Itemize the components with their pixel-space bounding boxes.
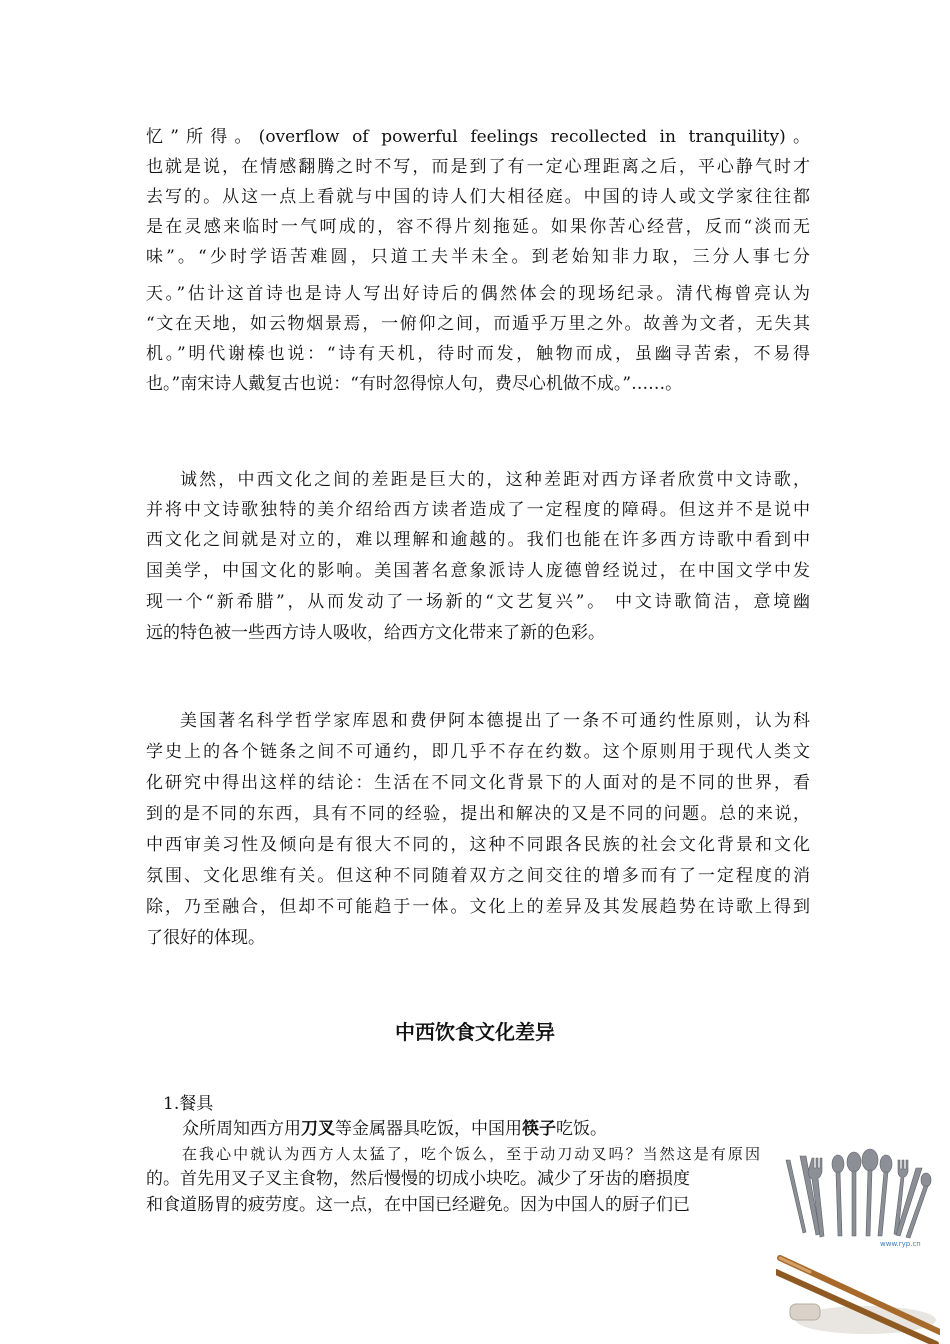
- paragraph-1-line: 机。”明代谢榛也说：“诗有天机，待时而发，触物而成，虽幽寻苦索，不易得: [146, 344, 810, 364]
- paragraph-3-line: 氛围、文化思维有关。但这种不同随着双方之间交往的增多而有了一定程度的消: [146, 866, 810, 886]
- paragraph-2-line: 并将中文诗歌独特的美介绍给西方读者造成了一定程度的障碍。但这并不是说中: [146, 500, 810, 520]
- paragraph-1-line: 去写的。从这一点上看就与中国的诗人们大相径庭。中国的诗人或文学家往往都: [146, 187, 810, 207]
- paragraph-1-line: 是在灵感来临时一气呵成的，容不得片刻拖延。如果你苦心经营，反而“淡而无: [146, 217, 810, 237]
- paragraph-3-line: 除，乃至融合，但却不可能趋于一体。文化上的差异及其发展趋势在诗歌上得到: [146, 897, 810, 917]
- section-body-line: 在我心中就认为西方人太猛了，吃个饭么，至于动刀动叉吗？当然这是有原因: [182, 1145, 760, 1163]
- chopsticks-image: [776, 1250, 940, 1344]
- intro-text: 等金属器具吃饭，中国用: [335, 1119, 522, 1139]
- intro-text: 吃饭。: [556, 1119, 607, 1139]
- paragraph-3-line: 学史上的各个链条之间不可通约，即几乎不存在约数。这个原则用于现代人类文: [146, 742, 810, 762]
- paragraph-1-line: 天。”估计这首诗也是诗人写出好诗后的偶然体会的现场纪录。清代梅曾亮认为: [146, 284, 810, 304]
- section-intro: [182, 1119, 782, 1139]
- paragraph-2-line: 西文化之间就是对立的，难以理解和逾越的。我们也能在许多西方诗歌中看到中: [146, 530, 810, 550]
- paragraph-1-line: 味”。“少时学语苦难圆，只道工夫半未全。到老始知非力取，三分人事七分: [146, 247, 810, 267]
- section-body-line: 和食道肠胃的疲劳度。这一点，在中国已经避免。因为中国人的厨子们已: [146, 1195, 690, 1215]
- paragraph-2-line: 国美学，中国文化的影响。美国著名意象派诗人庞德曾经说过，在中国文学中发: [146, 561, 810, 581]
- paragraph-1-line: 也就是说，在情感翻腾之时不写，而是到了有一定心理距离之后，平心静气时才: [146, 157, 810, 177]
- paragraph-3-line: 美国著名科学哲学家库恩和费伊阿本德提出了一条不可通约性原则，认为科: [180, 711, 810, 731]
- paragraph-3-line: 了很好的体现。: [146, 928, 265, 948]
- intro-text: 众所周知西方用: [182, 1119, 301, 1139]
- image-watermark: www.ryp.cn: [880, 1240, 921, 1248]
- paragraph-3-line: 中西审美习性及倾向是有很大不同的，这种不同跟各民族的社会文化背景和文化: [146, 835, 810, 855]
- chopsticks-term: 筷子: [522, 1119, 556, 1139]
- section-heading: 中西饮食文化差异: [395, 1020, 555, 1044]
- paragraph-1-line: 也。”南宋诗人戴复古也说：“有时忽得惊人句，费尽心机做不成。”……。: [146, 374, 683, 394]
- list-item-label: 1.餐具: [163, 1094, 214, 1114]
- paragraph-1-line: “文在天地，如云物烟景焉，一俯仰之间，而遁乎万里之外。故善为文者，无失其: [146, 314, 810, 334]
- paragraph-3-line: 化研究中得出这样的结论：生活在不同文化背景下的人面对的是不同的世界，看: [146, 773, 810, 793]
- paragraph-1-line: 忆”所得。(overflow of powerful feelings recollected in tranquility)。: [146, 127, 810, 147]
- section-body-line: 的。首先用叉子叉主食物，然后慢慢的切成小块吃。减少了牙齿的磨损度: [146, 1169, 690, 1189]
- knife-fork-term: 刀叉: [301, 1119, 335, 1139]
- paragraph-2-line: 诚然，中西文化之间的差距是巨大的，这种差距对西方译者欣赏中文诗歌，: [180, 470, 810, 490]
- paragraph-2-line: 远的特色被一些西方诗人吸收，给西方文化带来了新的色彩。: [146, 623, 605, 643]
- paragraph-3-line: 到的是不同的东西，具有不同的经验，提出和解决的又是不同的问题。总的来说，: [146, 804, 810, 824]
- cutlery-image: [776, 1140, 940, 1252]
- paragraph-2-line: 现一个“新希腊”，从而发动了一场新的“文艺复兴”。 中文诗歌简洁，意境幽: [146, 592, 810, 612]
